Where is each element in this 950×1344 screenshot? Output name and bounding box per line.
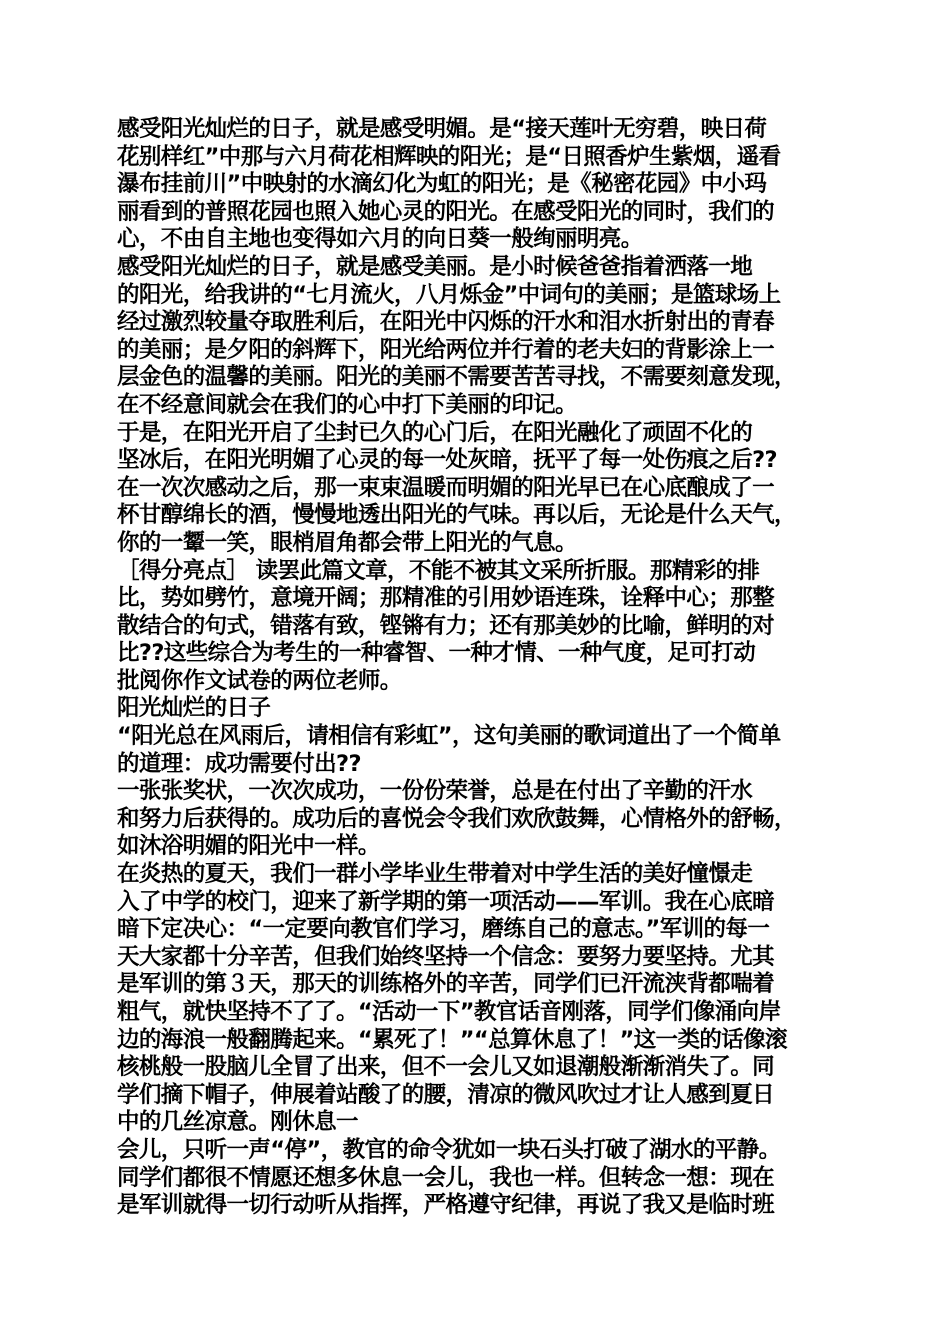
text-line: 学们摘下帽子，伸展着站酸了的腰，清凉的微风吹过才让人感到夏日 bbox=[117, 1081, 775, 1108]
text-line: 于是，在阳光开启了尘封已久的心门后，在阳光融化了顽固不化的 bbox=[117, 419, 753, 446]
text-line: 的道理：成功需要付出?? bbox=[117, 750, 361, 777]
text-line: 批阅你作文试卷的两位老师。 bbox=[117, 667, 402, 694]
text-line: 在不经意间就会在我们的心中打下美丽的印记。 bbox=[117, 391, 577, 418]
text-line: 的美丽；是夕阳的斜辉下，阳光给两位并行着的老夫妇的背影涂上一 bbox=[117, 336, 775, 363]
text-line: ［得分亮点］ 读罢此篇文章，不能不被其文采所折服。那精彩的排 bbox=[117, 557, 760, 584]
text-line: 杯甘醇绵长的酒，慢慢地透出阳光的气味。再以后，无论是什么天气， bbox=[117, 502, 796, 529]
text-line: 经过激烈较量夺取胜利后，在阳光中闪烁的汗水和泪水折射出的青春 bbox=[117, 309, 775, 336]
text-line: 心，不由自主地也变得如六月的向日葵一般绚丽明亮。 bbox=[117, 226, 643, 253]
text-line: 是军训的第３天，那天的训练格外的辛苦，同学们已汗流浃背都喘着 bbox=[117, 971, 775, 998]
text-line: 会儿，只听一声“停”，教官的命令犹如一块石头打破了湖水的平静。 bbox=[117, 1136, 781, 1163]
essay-text bbox=[117, 116, 852, 1220]
text-line: 阳光灿烂的日子 bbox=[117, 695, 271, 722]
text-line: 是军训就得一切行动听从指挥，严格遵守纪律，再说了我又是临时班 bbox=[117, 1192, 775, 1219]
text-line: 比，势如劈竹，意境开阔；那精准的引用妙语连珠，诠释中心；那整 bbox=[117, 585, 775, 612]
text-line: 比??这些综合为考生的一种睿智、一种才情、一种气度，足可打动 bbox=[117, 640, 756, 667]
text-line: 层金色的温馨的美丽。阳光的美丽不需要苦苦寻找，不需要刻意发现， bbox=[117, 364, 796, 391]
text-line: 边的海浪一般翻腾起来。“累死了！”“总算休息了！”这一类的话像滚 bbox=[117, 1026, 787, 1053]
text-line: 核桃般一股脑儿全冒了出来，但不一会儿又如退潮般渐渐消失了。同 bbox=[117, 1054, 775, 1081]
text-line: 丽看到的普照花园也照入她心灵的阳光。在感受阳光的同时，我们的 bbox=[117, 198, 775, 225]
text-line: 如沐浴明媚的阳光中一样。 bbox=[117, 833, 380, 860]
text-line: 感受阳光灿烂的日子，就是感受美丽。是小时候爸爸指着洒落一地 bbox=[117, 253, 753, 280]
text-line: 暗下定决心：“一定要向教官们学习，磨练自己的意志。”军训的每一 bbox=[117, 916, 770, 943]
text-line: 感受阳光灿烂的日子，就是感受明媚。是“接天莲叶无穷碧，映日荷 bbox=[117, 116, 767, 142]
text-line: “阳光总在风雨后，请相信有彩虹”，这句美丽的歌词道出了一个简单 bbox=[117, 723, 781, 750]
text-line: 中的几丝凉意。刚休息一 bbox=[117, 1109, 358, 1136]
text-line: 和努力后获得的。成功后的喜悦会令我们欢欣鼓舞，心情格外的舒畅， bbox=[117, 805, 796, 832]
text-line: 你的一颦一笑，眼梢眉角都会带上阳光的气息。 bbox=[117, 529, 577, 556]
text-line: 同学们都很不情愿还想多休息一会儿，我也一样。但转念一想：现在 bbox=[117, 1164, 775, 1191]
text-line: 在一次次感动之后，那一束束温暖而明媚的阳光早已在心底酿成了一 bbox=[117, 474, 775, 501]
text-line: 散结合的句式，错落有致，铿锵有力；还有那美妙的比喻，鲜明的对 bbox=[117, 612, 775, 639]
text-line: 天大家都十分辛苦，但我们始终坚持一个信念：要努力要坚持。尤其 bbox=[117, 943, 775, 970]
text-line: 入了中学的校门，迎来了新学期的第一项活动——军训。我在心底暗 bbox=[117, 888, 775, 915]
text-line: 瀑布挂前川”中映射的水滴幻化为虹的阳光；是《秘密花园》中小玛 bbox=[117, 171, 767, 198]
text-line: 坚冰后，在阳光明媚了心灵的每一处灰暗，抚平了每一处伤痕之后?? bbox=[117, 447, 778, 474]
text-line: 在炎热的夏天，我们一群小学毕业生带着对中学生活的美好憧憬走 bbox=[117, 861, 753, 888]
text-line: 花别样红”中那与六月荷花相辉映的阳光；是“日照香炉生紫烟，遥看 bbox=[117, 143, 781, 170]
text-line: 一张张奖状，一次次成功，一份份荣誉，总是在付出了辛勤的汗水 bbox=[117, 778, 753, 805]
text-line: 的阳光，给我讲的“七月流火，八月烁金”中词句的美丽；是篮球场上 bbox=[117, 281, 781, 308]
text-line: 粗气，就快坚持不了了。“活动一下”教官话音刚落，同学们像涌向岸 bbox=[117, 999, 781, 1025]
